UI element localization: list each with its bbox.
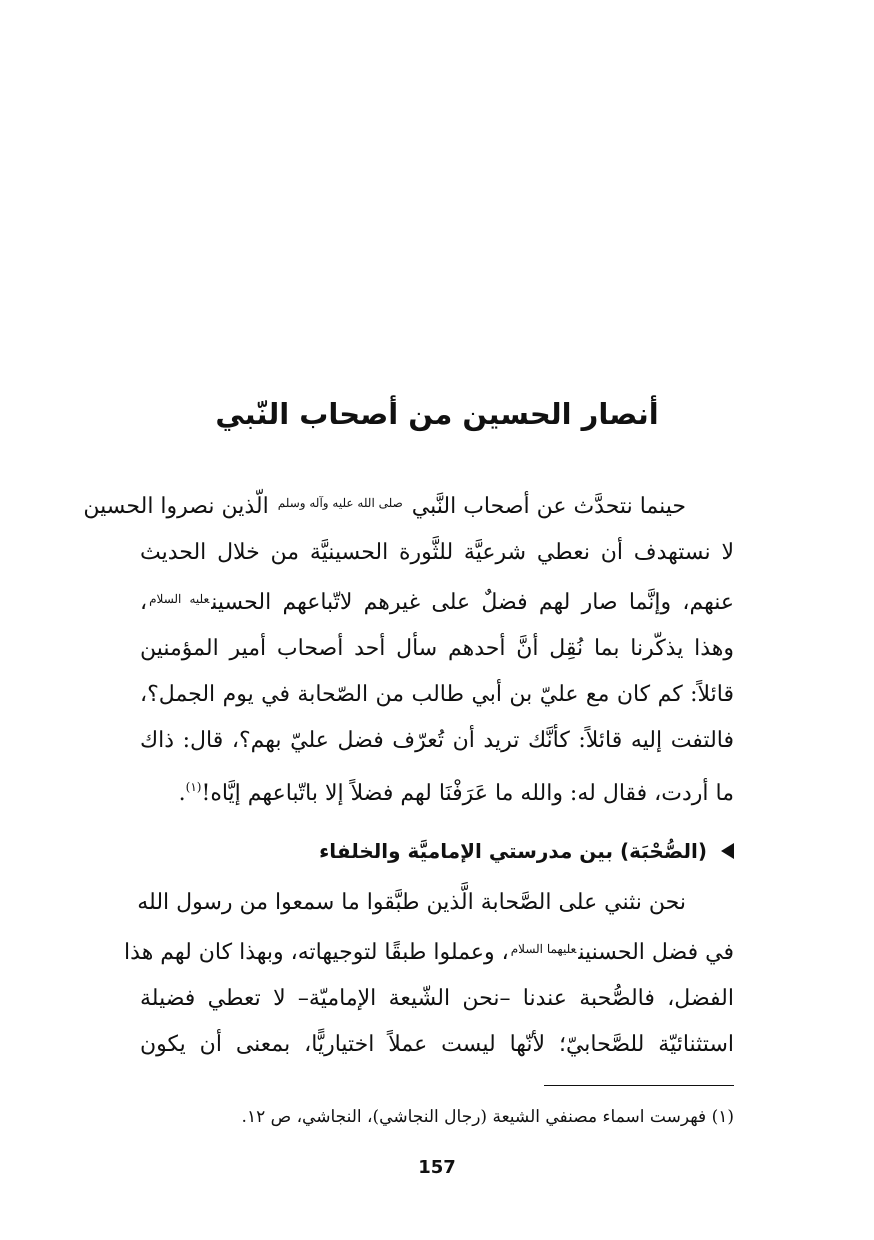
line-text: . [178, 781, 186, 806]
footnote-divider [544, 1085, 734, 1086]
honorific-hasanayn: عليهما السلام [510, 942, 577, 956]
section-heading-text: (الصُّحْبَة) بين مدرستي الإماميَّة والخلفاء [319, 839, 707, 863]
footnote: (١) فهرست اسماء مصنفي الشيعة (رجال النجاشي)، النجاشي، ص ١٢. [241, 1107, 734, 1127]
paragraph-companions [83, 480, 734, 817]
line-text: في فضل الحسنين [578, 940, 734, 965]
paragraph-line: قائلاً: كم كان مع عليّ بن أبي طالب من الصّحابة في يوم الجمل؟، [140, 682, 734, 707]
paragraph-line: لا نستهدف أن نعطي شرعيَّة للثَّورة الحسينيَّة من خلال الحديث [140, 540, 734, 565]
line-text: عنهم، وإنَّما صار لهم فضلٌ على غيرهم لاتّباعهم الحسين [211, 590, 734, 615]
line-text: حينما نتحدَّث عن أصحاب النَّبي [411, 494, 686, 519]
paragraph-line: وهذا يذكّرنا بما نُقِل أنَّ أحدهم سأل أحد أصحاب أمير المؤمنين [140, 636, 734, 661]
paragraph-line: فالتفت إليه قائلاً: كأنَّك تريد أن تُعرّف فضل عليّ بهم؟، قال: ذاك [140, 728, 734, 753]
line-text: ، وعملوا طبقًا لتوجيهاته، وبهذا كان لهم هذا [124, 940, 509, 965]
page-number: 157 [418, 1157, 456, 1178]
paragraph-line: نحن نثني على الصَّحابة الَّذين طبَّقوا ما سمعوا من رسول الله [137, 890, 686, 915]
honorific-prophet: صلى الله عليه وآله وسلم [277, 496, 403, 510]
paragraph-line [124, 926, 734, 976]
paragraph-line: الفضل، فالصُّحبة عندنا –نحن الشّيعة الإماميّة– لا تعطي فضيلة [140, 986, 734, 1011]
paragraph-line [140, 576, 734, 626]
chapter-title: أنصار الحسين من أصحاب النّبي [215, 397, 659, 431]
line-text: ، [140, 590, 148, 615]
line-text: ما أردت، فقال له: والله ما عَرَفْنَا لهم فضلاً إلا باتّباعهم إيَّاه! [201, 781, 734, 806]
honorific-husayn: عليه السلام [149, 592, 210, 606]
section-heading [140, 831, 734, 871]
line-text: الّذين نصروا الحسين [83, 494, 269, 519]
footnote-reference[interactable]: (١) [185, 780, 202, 794]
triangle-left-icon [721, 843, 734, 859]
paragraph-companionship [124, 880, 734, 1068]
paragraph-line [140, 764, 734, 817]
paragraph-line: استثنائيّة للصَّحابيّ؛ لأنّها ليست عملاً اختياريًّا، بمعنى أن يكون [140, 1032, 734, 1057]
paragraph-line [83, 480, 734, 530]
